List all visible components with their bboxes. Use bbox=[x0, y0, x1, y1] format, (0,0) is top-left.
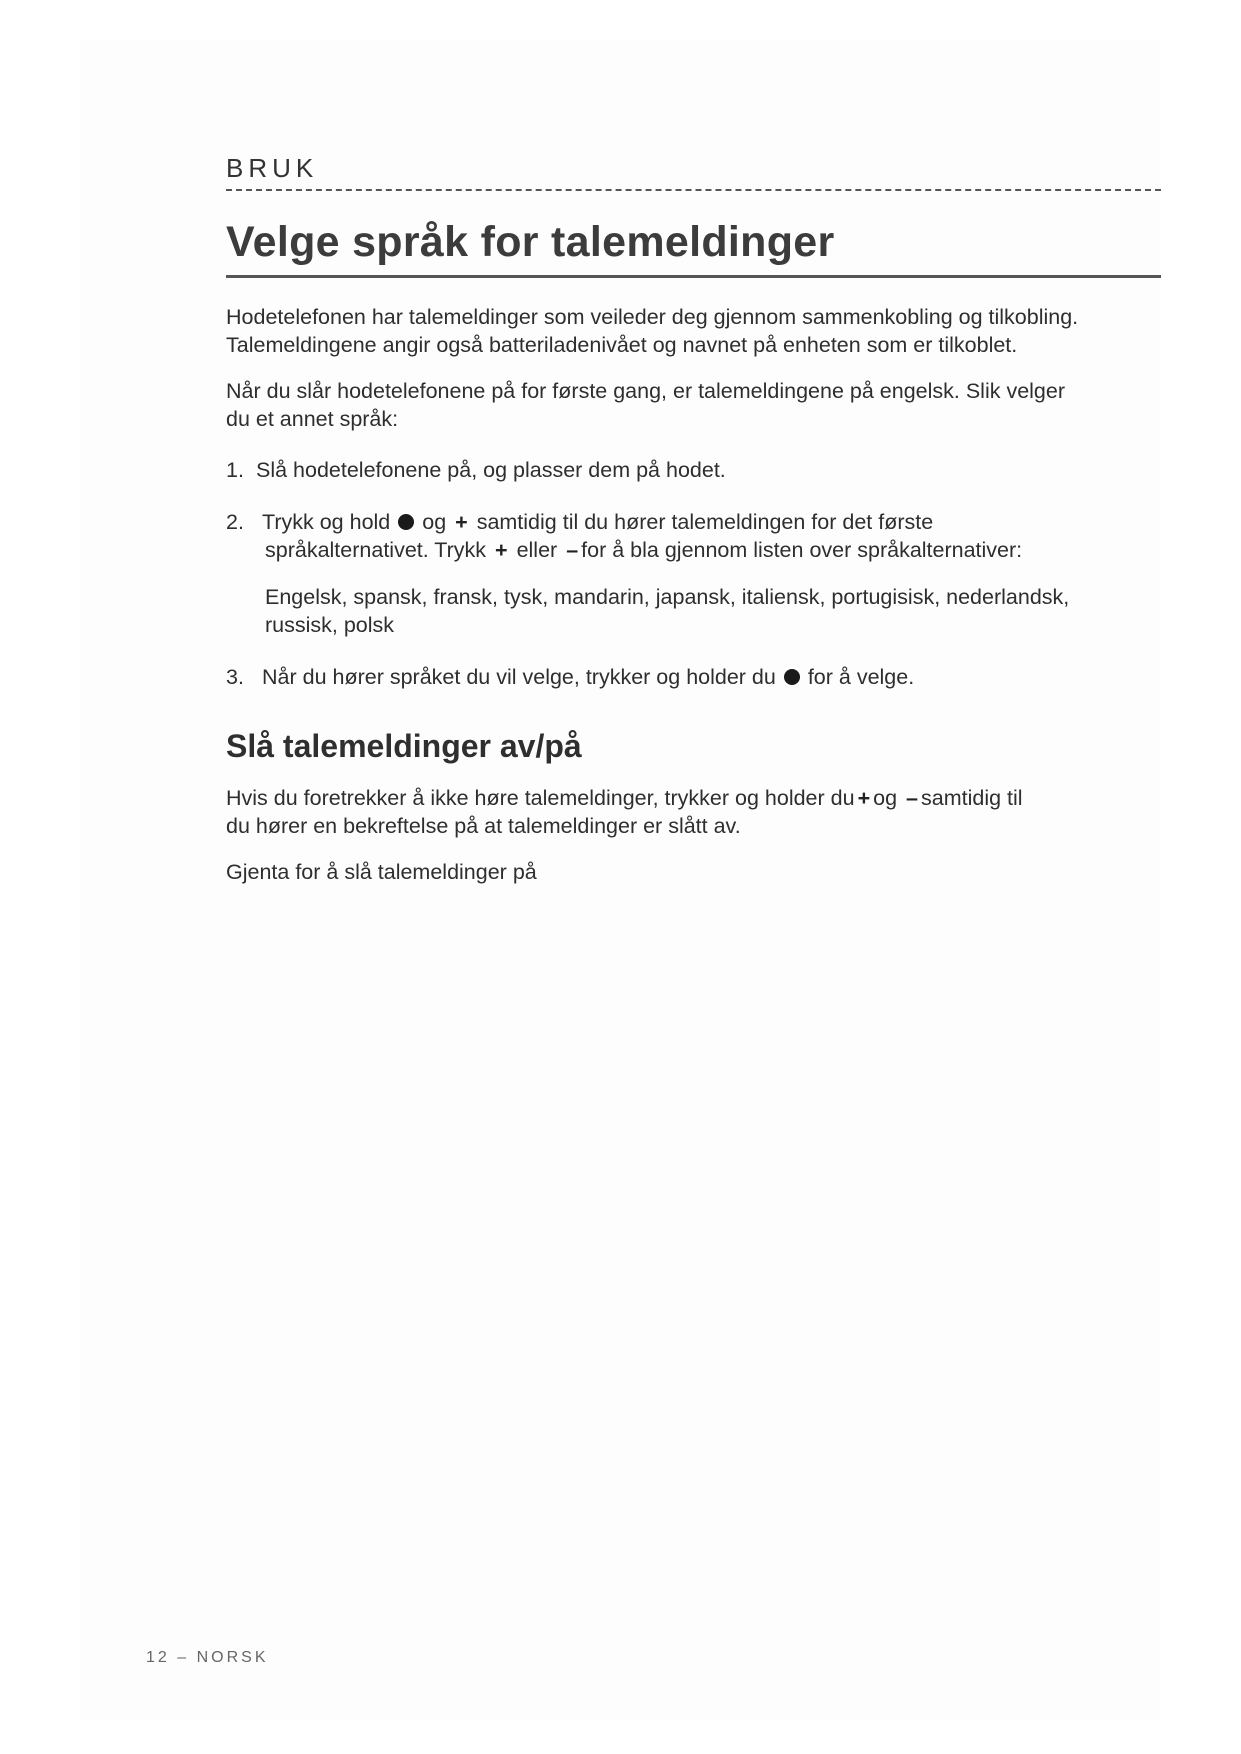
title-underline bbox=[226, 275, 1161, 278]
page-footer: 12 – NORSK bbox=[146, 1649, 269, 1666]
page-title: Velge språk for talemeldinger bbox=[226, 218, 835, 266]
step-2-number: 2. bbox=[226, 510, 244, 534]
language-list-line1: Engelsk, spansk, fransk, tysk, mandarin, japansk, italiensk, portugisisk, nederlandsk, bbox=[265, 585, 1070, 609]
plus-button-icon: + bbox=[495, 538, 508, 562]
intro-p2-line2: du et annet språk: bbox=[226, 407, 399, 431]
dashed-divider bbox=[226, 189, 1161, 191]
language-list-line2: russisk, polsk bbox=[265, 613, 395, 637]
intro-paragraph-1 bbox=[226, 303, 1161, 359]
minus-button-icon: – bbox=[906, 786, 918, 810]
toggle-p1-text-a: Hvis du foretrekker å ikke høre talemeldinger, trykker og holder du bbox=[226, 786, 855, 810]
intro-p1-line2: Talemeldingene angir også batteriladenivået og navnet på enheten som er tilkoblet. bbox=[226, 333, 1018, 357]
step-2 bbox=[226, 508, 1161, 536]
language-list bbox=[265, 583, 1165, 639]
intro-p2-line1: Når du slår hodetelefonene på for første gang, er talemeldingene på engelsk. Slik velger bbox=[226, 379, 1066, 403]
intro-p1-line1: Hodetelefonen har talemeldinger som veileder deg gjennom sammenkobling og tilkobling. bbox=[226, 305, 1079, 329]
step-2-text-e: eller bbox=[516, 538, 558, 562]
step-2-text-f: for å bla gjennom listen over språkalternativer: bbox=[581, 538, 1023, 562]
step-3-number: 3. bbox=[226, 665, 244, 689]
step-3-text-a: Når du hører språket du vil velge, trykker og holder du bbox=[262, 665, 776, 689]
multifunction-button-icon bbox=[784, 669, 800, 685]
step-2-continued bbox=[265, 536, 1165, 564]
step-2-text-a: Trykk og hold bbox=[262, 510, 391, 534]
toggle-paragraph-2: Gjenta for å slå talemeldinger på bbox=[226, 860, 537, 884]
multifunction-button-icon bbox=[398, 514, 414, 530]
minus-button-icon: – bbox=[566, 538, 579, 562]
step-2-text-b: og bbox=[422, 510, 447, 534]
toggle-p1-text-b: og bbox=[873, 786, 898, 810]
toggle-p1-text-c: samtidig til bbox=[921, 786, 1023, 810]
plus-button-icon: + bbox=[455, 510, 468, 534]
step-2-text-c: samtidig til du hører talemeldingen for det første bbox=[476, 510, 934, 534]
document-page bbox=[80, 40, 1160, 1720]
section-label: BRUK bbox=[226, 153, 319, 183]
step-2-text-d: språkalternativet. Trykk bbox=[265, 538, 487, 562]
toggle-p1-line2: du hører en bekreftelse på at talemeldinger er slått av. bbox=[226, 814, 741, 838]
step-1-number: 1. bbox=[226, 458, 244, 482]
step-3 bbox=[226, 663, 1161, 691]
step-1-text: Slå hodetelefonene på, og plasser dem på hodet. bbox=[256, 458, 726, 482]
intro-paragraph-2 bbox=[226, 377, 1161, 433]
plus-button-icon: + bbox=[857, 786, 871, 810]
toggle-paragraph-1 bbox=[226, 784, 1161, 840]
step-1 bbox=[226, 456, 1161, 484]
step-3-text-b: for å velge. bbox=[807, 665, 915, 689]
subheading-toggle-prompts: Slå talemeldinger av/på bbox=[226, 728, 582, 764]
